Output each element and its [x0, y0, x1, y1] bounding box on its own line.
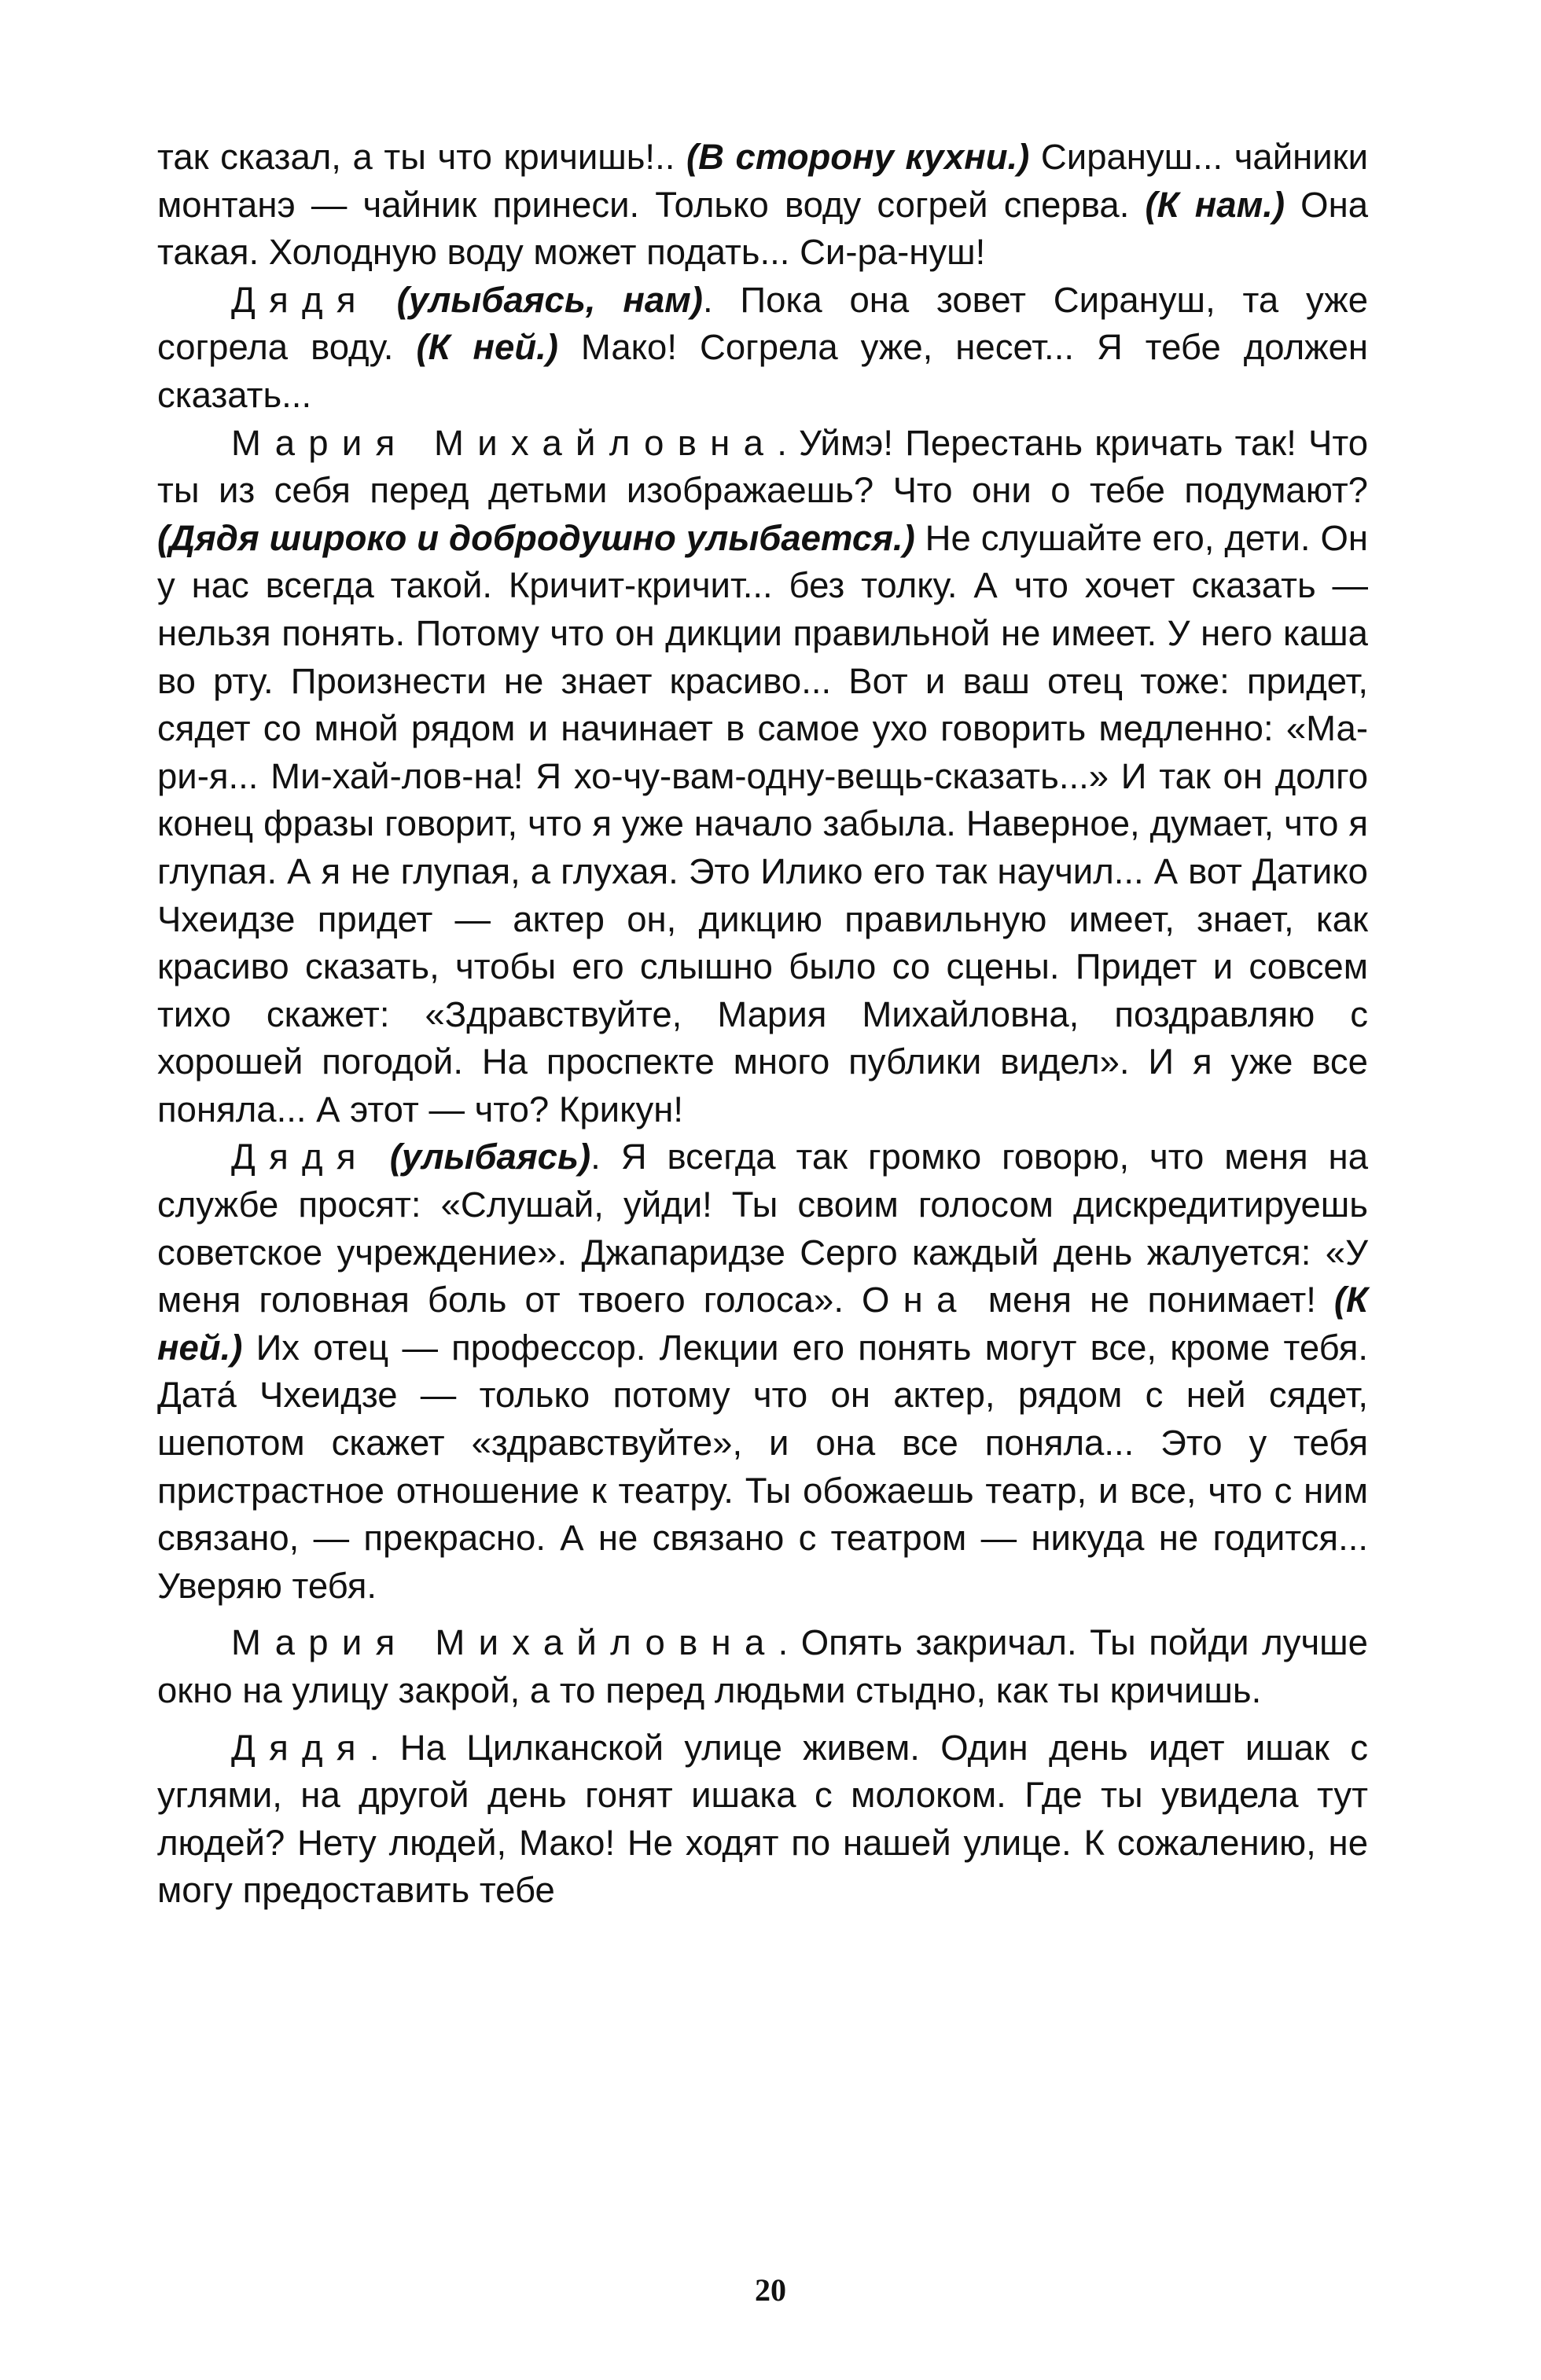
speaker-name: Дядя [231, 1727, 370, 1768]
text-segment [370, 280, 397, 320]
paragraph-6 [157, 1724, 1368, 1915]
paragraph-3 [157, 420, 1368, 1134]
text-segment: так сказал, а ты что кричишь!.. [157, 137, 686, 177]
page-number: 20 [755, 2272, 786, 2308]
text-segment: Мако! Согрела уже, несет... Я тебе должен сказать... [157, 327, 1369, 415]
text-segment: меня не понимает! [969, 1280, 1334, 1320]
text-segment: . Опять закричал. Ты пойди лучше окно на улицу закрой, а то перед людьми стыдно, как ты кричишь. [157, 1622, 1368, 1710]
speaker-name: Дядя [231, 1137, 370, 1177]
text-segment: Сирануш... чайники монтанэ — чайник принеси. Только воду согрей сперва. [157, 137, 1368, 225]
text-segment: Их отец — профессор. Лекции его понять могут все, кроме тебя. Дата́ Чхеидзе — только потому что он актер, рядом с ней сядет, шепотом скажет «здравствуйте», и она все поняла... Это у тебя пристрастное отношение к театру. Ты обожаешь театр, и все, что с ним связано, — прекрасно. А не связано с театром — никуда не годится... Уверяю тебя. [157, 1327, 1368, 1606]
speaker-name: Она [861, 1280, 970, 1320]
stage-direction: (К нам.) [1145, 184, 1285, 225]
text-segment: . На Цилканской улице живем. Один день идет ишак с углями, на другой день гонят ишака с молоком. Где ты увидела тут людей? Нету людей, Мако! Не ходят по нашей улице. К сожалению, не могу предоставить тебе [157, 1727, 1368, 1911]
paragraph-2 [157, 277, 1368, 420]
stage-direction: (Дядя широко и добродушно улыбается.) [157, 517, 915, 558]
stage-direction: (улыбаясь) [389, 1137, 591, 1177]
stage-direction: (улыбаясь, нам) [396, 279, 703, 320]
text-segment: . Я всегда так громко говорю, что меня на службе просят: «Слушай, уйди! Ты своим голосом дискредитируешь советское учреждение». Джапаридзе Серго каждый день жалуется: «У меня головная боль от твоего голоса». [157, 1137, 1368, 1320]
stage-direction: (В сторону кухни.) [686, 137, 1030, 177]
speaker-name: Дядя [231, 279, 370, 320]
text-segment [370, 1137, 390, 1177]
paragraph-1 [157, 134, 1368, 277]
speaker-name: Мария Михайловна [231, 1622, 778, 1663]
text-segment: Не слушайте его, дети. Он у нас всегда такой. Кричит-кричит... без толку. А что хочет сказать — нельзя понять. Потому что он дикции правильной не имеет. У него каша во рту. Произнести не знает красиво... Вот и ваш отец тоже: придет, сядет со мной рядом и начинает в самое ухо говорить медленно: «Ма-ри-я... Ми-хай-лов-на! Я хо-чу-вам-одну-вещь-сказать...» И так он долго конец фразы говорит, что я уже начало забыла. Наверное, думает, что я глупая. А я не глупая, а глухая. Это Илико его так научил... А вот Датико Чхеидзе придет — актер он, дикцию правильную имеет, знает, как красиво сказать, чтобы его слышно было со сцены. Придет и совсем тихо скажет: «Здравствуйте, Мария Михайловна, поздравляю с хорошей погодой. На проспекте много публики видел». И я уже все поняла... А этот — что? Крикун! [157, 517, 1369, 1129]
paragraph-5 [157, 1619, 1368, 1714]
paragraph-4 [157, 1133, 1368, 1610]
page-text [157, 134, 1368, 1915]
text-segment: . Уймэ! Перестань кричать так! Что ты из себя перед детьми изображаешь? Что они о тебе подумают? [157, 422, 1369, 511]
stage-direction: (К ней.) [416, 327, 558, 368]
stage-direction: (К ней.) [157, 1280, 1368, 1368]
text-segment: Она такая. Холодную воду может подать... Си-ра-нуш! [157, 184, 1369, 273]
text-segment: . Пока она зовет Сирануш, та уже согрела воду. [157, 279, 1368, 368]
speaker-name: Мария Михайловна [231, 422, 778, 463]
